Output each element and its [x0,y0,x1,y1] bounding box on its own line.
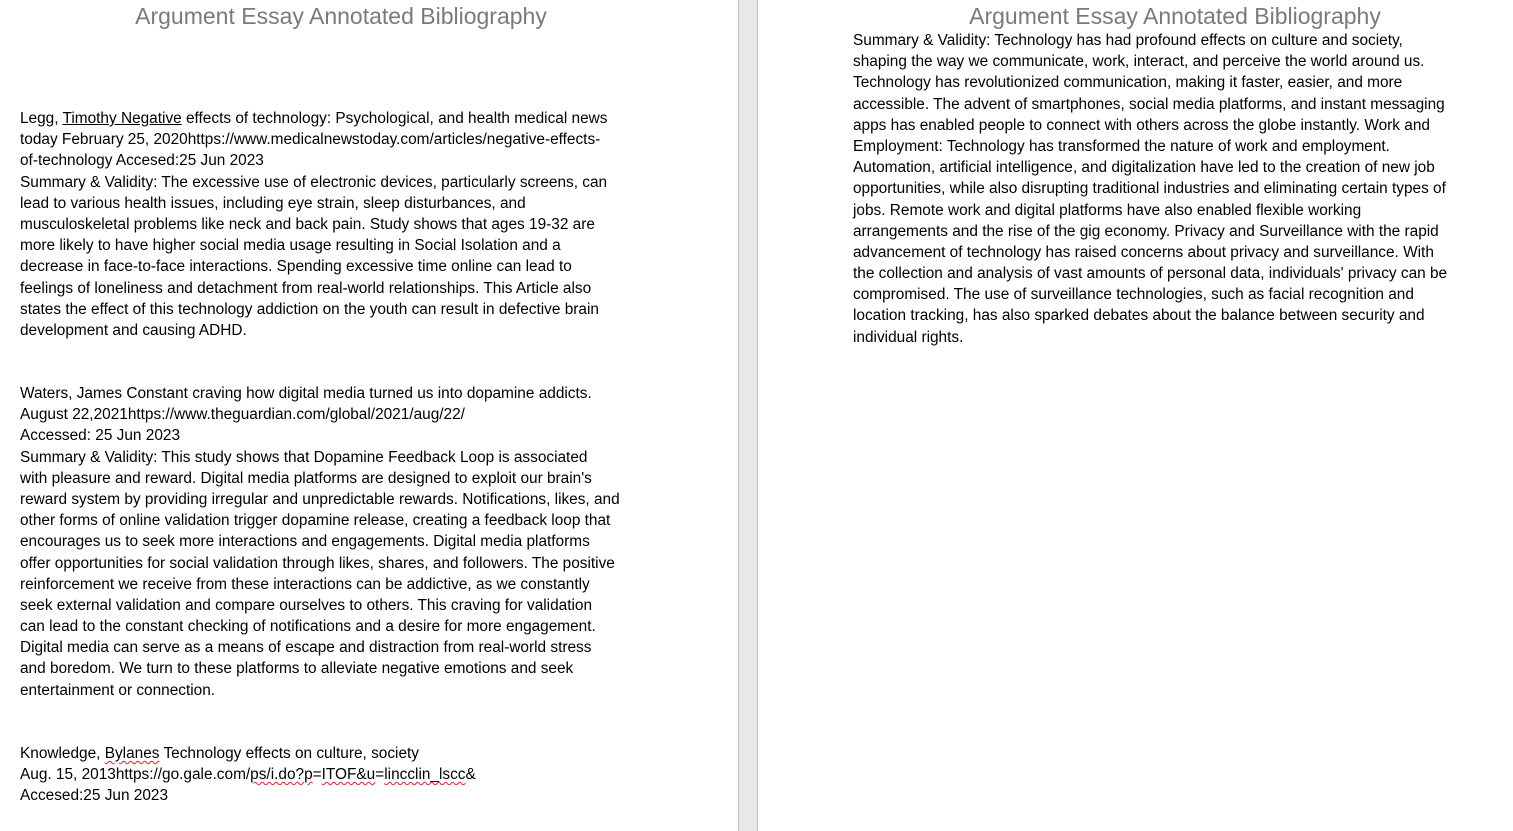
summary-line: states the effect of this technology addiction on the youth can result in defective brain [20,300,599,318]
citation-line: of-technology Accesed:25 Jun 2023 [20,152,264,170]
summary-line: Summary & Validity: Technology has had profound effects on culture and society, [853,32,1403,49]
page-title: Argument Essay Annotated Bibliography [969,3,1381,29]
summary-line: opportunities, while also disrupting traditional industries and eliminating certain types of [853,180,1446,198]
summary-line: shaping the way we communicate, work, interact, and perceive the world around us. [853,53,1425,71]
summary-line: accessible. The advent of smartphones, social media platforms, and instant messaging [853,95,1445,113]
bibliography-entry-waters [20,383,620,701]
summary-line: advancement of technology has raised concerns about privacy and surveillance. With [853,243,1434,261]
citation-line: Accessed: 25 Jun 2023 [20,427,181,445]
summary-line: seek external validation and compare ourselves to others. This craving for validation [20,596,593,614]
citation-line: Legg, Timothy Negative effects of technology: Psychological, and health medical news [20,110,608,127]
bibliography-entry-knowledge [20,743,476,807]
summary-line: the collection and analysis of vast amounts of personal data, individuals' privacy can be [853,265,1448,283]
summary-line: reward system by providing irregular and unpredictable rewards. Notifications, likes, and [20,490,620,508]
summary-line: with pleasure and reward. Digital media platforms are designed to exploit our brain's [20,469,592,487]
spellcheck-flagged-word: ps/i.do?p [250,766,313,784]
summary-line: Digital media can serve as a means of escape and distraction from real-world stress [20,639,592,657]
spellcheck-flagged-word: Bylanes [104,745,160,762]
page-separator [738,0,758,831]
spellcheck-flagged-word: lincclin_lscc [384,766,466,784]
summary-line: can lead to the constant checking of notifications and a desire for more engagement. [20,618,596,636]
summary-line: decrease in face-to-face interactions. Spending excessive time online can lead to [20,258,572,276]
summary-line: Technology has revolutionized communication, making it faster, easier, and more [853,74,1403,92]
spellcheck-flagged-word: ITOF&u [321,766,376,784]
summary-line: development and causing ADHD. [20,321,247,339]
summary-line: reinforcement we receive from these interactions can be addictive, as we constantly [20,575,590,593]
document-page-right [758,0,1513,831]
summary-line: individual rights. [853,328,964,346]
summary-line: apps has enabled people to connect with others across the globe instantly. Work and [853,116,1430,134]
summary-line: more likely to have higher social media usage resulting in Social Isolation and a [20,237,561,255]
summary-line: and boredom. We turn to these platforms to alleviate negative emotions and seek [20,660,574,678]
summary-line: musculoskeletal problems like neck and back pain. Study shows that ages 19-32 are [20,215,595,233]
citation-line: Accesed:25 Jun 2023 [20,787,169,805]
summary-line: arrangements and the rise of the gig economy. Privacy and Surveillance with the rapid [853,222,1439,240]
summary-line: jobs. Remote work and digital platforms have also enabled flexible working [853,201,1362,219]
summary-line: Employment: Technology has transformed the nature of work and employment. [853,137,1390,155]
summary-line: lead to various health issues, including eye strain, sleep disturbances, and [20,194,526,212]
bibliography-entry-knowledge-summary [853,30,1447,348]
page-title: Argument Essay Annotated Bibliography [135,3,547,29]
citation-line: Knowledge, Bylanes Technology effects on culture, society [20,745,419,762]
summary-line: offer opportunities for social validation through likes, shares, and followers. The positive [20,554,615,572]
summary-line: encourages us to seek more interactions and engagements. Digital media platforms [20,533,590,551]
citation-line: today February 25, 2020https://www.medicalnewstoday.com/articles/negative-effects- [20,131,601,149]
citation-line: Waters, James Constant craving how digital media turned us into dopamine addicts. [20,385,592,402]
summary-line: Summary & Validity: This study shows that Dopamine Feedback Loop is associated [20,448,588,466]
summary-line: Summary & Validity: The excessive use of electronic devices, particularly screens, can [20,173,608,191]
summary-line: location tracking, has also sparked debates about the balance between security and [853,307,1425,325]
citation-line: August 22,2021https://www.theguardian.com/global/2021/aug/22/ [20,406,465,424]
citation-line: Aug. 15, 2013https://go.gale.com/ps/i.do?p=ITOF&u=lincclin_lscc& [20,766,476,784]
summary-line: compromised. The use of surveillance technologies, such as facial recognition and [853,286,1414,304]
linked-author-name: Timothy Negative [62,110,182,127]
summary-line: entertainment or connection. [20,681,216,699]
summary-line: other forms of online validation trigger dopamine release, creating a feedback loop that [20,512,611,530]
bibliography-entry-legg [20,108,607,341]
summary-line: Automation, artificial intelligence, and digitalization have led to the creation of new job [853,159,1435,177]
summary-line: feelings of loneliness and detachment from real-world relationships. This Article also [20,279,592,297]
document-page-left [0,0,738,831]
